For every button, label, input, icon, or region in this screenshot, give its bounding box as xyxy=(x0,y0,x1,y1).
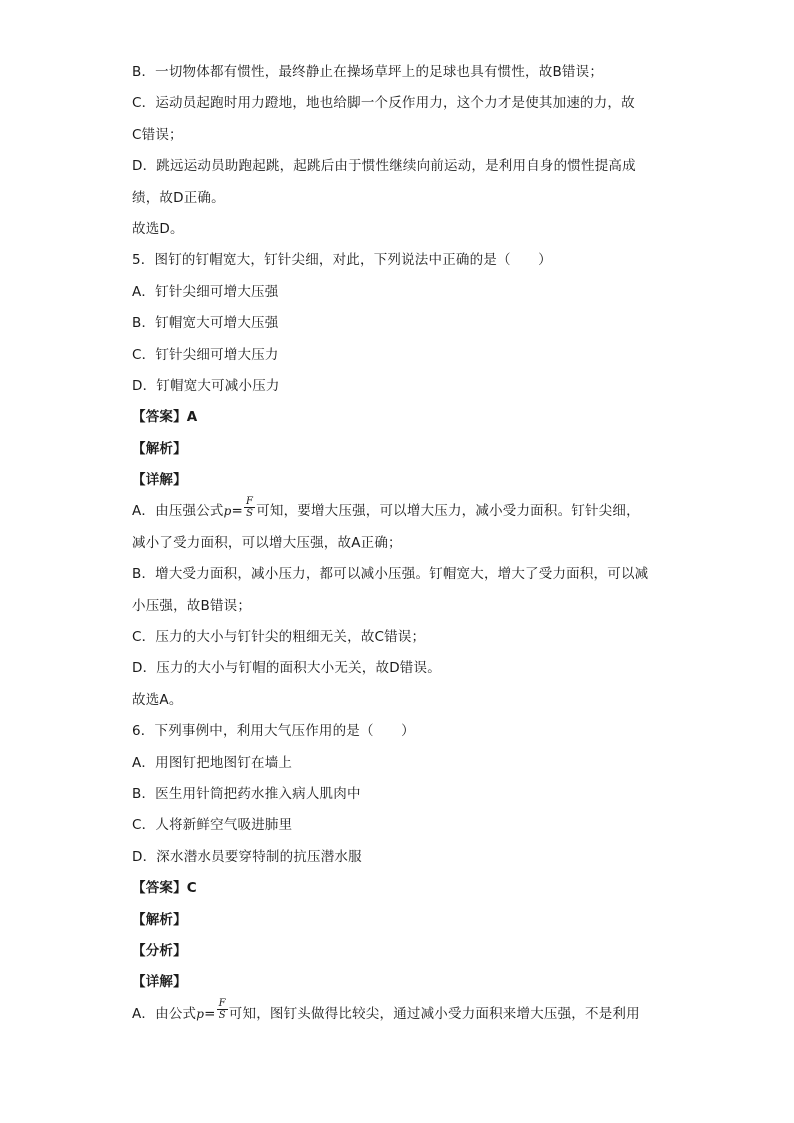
question-5-detail-line: 减小了受力面积，可以增大压强，故A正确； xyxy=(132,534,402,551)
fraction-numerator: F xyxy=(218,998,226,1010)
question-6-detail-line xyxy=(132,998,672,1024)
text-line: 故选D。 xyxy=(132,220,184,237)
fraction-denominator: S xyxy=(246,507,254,519)
fraction-denominator: S xyxy=(218,1010,226,1022)
question-6-analysis-heading: 【解析】 xyxy=(132,911,187,928)
formula-lhs: p xyxy=(196,1006,205,1021)
question-5-stem: 5．图钉的钉帽宽大，钉针尖细，对此，下列说法中正确的是（ ） xyxy=(132,252,552,269)
text-segment: 可知，图钉头做得比较尖，通过减小受力面积来增大压强，不是利用 xyxy=(228,1005,640,1022)
fraction-numerator: F xyxy=(246,495,254,507)
question-5-option-d: D．钉帽宽大可减小压力 xyxy=(132,377,280,394)
question-5-detail-line xyxy=(132,495,672,521)
question-6-option-c: C．人将新鲜空气吸进肺里 xyxy=(132,817,293,834)
question-6-option-b: B．医生用针筒把药水推入病人肌肉中 xyxy=(132,785,361,802)
text-line: C错误； xyxy=(132,126,183,143)
formula-equals: = xyxy=(231,503,244,520)
formula-lhs: p xyxy=(223,504,232,519)
question-5-detail-line: C．压力的大小与钉针尖的粗细无关，故C错误； xyxy=(132,629,426,646)
text-line: B．一切物体都有惯性，最终静止在操场草坪上的足球也具有惯性，故B错误； xyxy=(132,64,604,80)
question-5-option-a: A．钉针尖细可增大压强 xyxy=(132,283,279,300)
text-segment: A．由压强公式 xyxy=(132,503,224,520)
page-content xyxy=(132,62,672,1035)
question-6-detail-heading: 【详解】 xyxy=(132,974,187,991)
formula-equals: = xyxy=(204,1005,216,1022)
question-5-detail-line: D．压力的大小与钉帽的面积大小无关，故D错误。 xyxy=(132,660,441,677)
question-5-conclusion: 故选A。 xyxy=(132,691,183,708)
text-line: C．运动员起跑时用力蹬地，地也给脚一个反作用力，这个力才是使其加速的力，故 xyxy=(132,95,635,112)
question-5-detail-heading: 【详解】 xyxy=(132,472,187,489)
question-5-detail-line: B．增大受力面积，减小压力，都可以减小压强。钉帽宽大，增大了受力面积，可以减 xyxy=(132,566,649,583)
pressure-formula-fraction xyxy=(244,496,255,519)
question-6-stem: 6．下列事例中，利用大气压作用的是（ ） xyxy=(132,723,415,740)
question-6-option-a: A．用图钉把地图钉在墙上 xyxy=(132,754,293,771)
question-5-option-b: B．钉帽宽大可增大压强 xyxy=(132,315,279,332)
question-6-breakdown-heading: 【分析】 xyxy=(132,942,187,959)
question-6-option-d: D．深水潜水员要穿特制的抗压潜水服 xyxy=(132,848,362,865)
text-segment: A．由公式 xyxy=(132,1005,197,1022)
question-5-analysis-heading: 【解析】 xyxy=(132,440,187,457)
question-5-answer: 【答案】A xyxy=(132,409,198,426)
question-5-option-c: C．钉针尖细可增大压力 xyxy=(132,346,279,363)
text-line: D．跳远运动员助跑起跳，起跳后由于惯性继续向前运动，是利用自身的惯性提高成 xyxy=(132,158,636,175)
pressure-formula-fraction xyxy=(217,998,228,1021)
text-line: 绩，故D正确。 xyxy=(132,189,225,206)
question-6-answer: 【答案】C xyxy=(132,880,197,897)
question-5-detail-line: 小压强，故B错误； xyxy=(132,597,252,614)
text-segment: 可知，要增大压强，可以增大压力，减小受力面积。钉针尖细， xyxy=(256,503,640,520)
